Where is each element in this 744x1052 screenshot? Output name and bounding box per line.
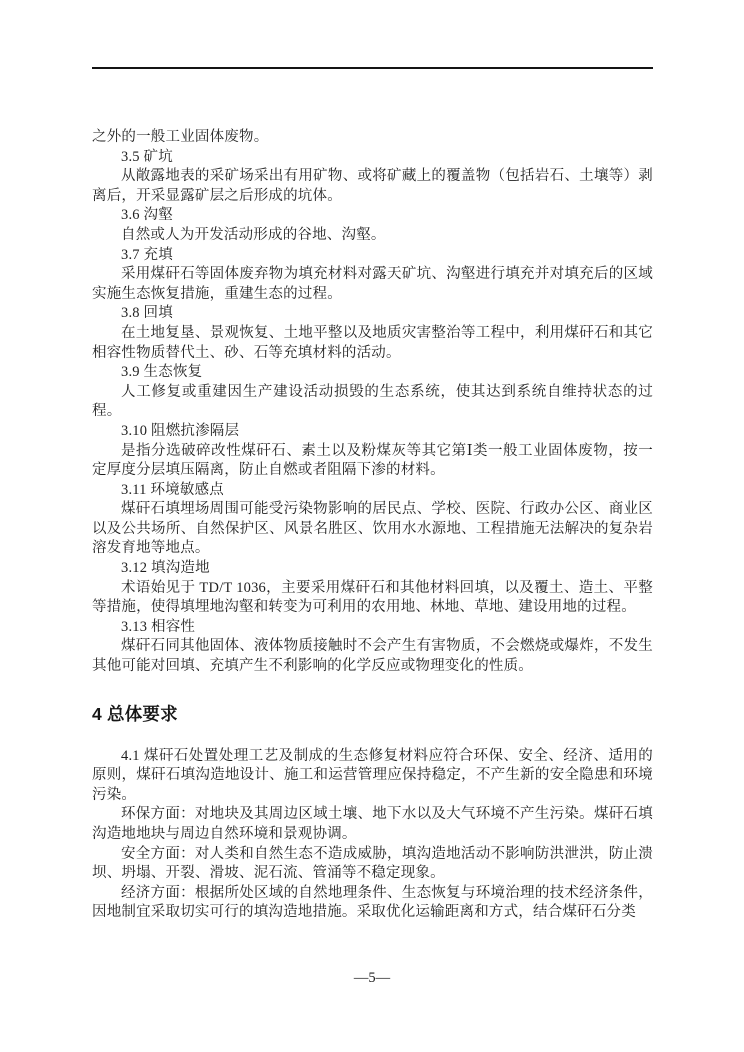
term-heading-3-9: 3.9 生态恢复 [121,364,203,381]
definition-3-10: 是指分选破碎改性煤矸石、素土以及粉煤灰等其它第Ⅰ类一般工业固体废物，按一定厚度分层填压隔离，防止自燃或者阻隔下渗的材料。 [92,442,653,479]
paragraph-safety: 安全方面：对人类和自然生态不造成威胁，填沟造地活动不影响防洪泄洪，防止溃坝、坍塌、开裂、滑坡、泥石流、管涌等不稳定现象。 [92,845,653,882]
term-heading-3-8: 3.8 回填 [121,305,173,322]
document-body [92,128,653,923]
paragraph-environment: 环保方面：对地块及其周边区域土壤、地下水以及大气环境不产生污染。煤矸石填沟造地地块与周边自然环境和景观协调。 [92,806,653,842]
term-heading-3-6: 3.6 沟壑 [121,207,173,224]
definition-3-11: 煤矸石填埋场周围可能受污染物影响的居民点、学校、医院、行政办公区、商业区以及公共场所、自然保护区、风景名胜区、饮用水水源地、工程措施无法解决的复杂岩溶发育地等地点。 [92,501,653,557]
paragraph-4-1: 4.1 煤矸石处置处理工艺及制成的生态修复材料应符合环保、安全、经济、适用的原则，煤矸石填沟造地设计、施工和运营管理应保持稳定，不产生新的安全隐患和环境污染。 [92,747,653,803]
definition-3-8: 在土地复垦、景观恢复、土地平整以及地质灾害整治等工程中，利用煤矸石和其它相容性物质替代土、砂、石等充填材料的活动。 [92,324,653,361]
paragraph-continuation: 之外的一般工业固体废物。 [92,129,269,145]
term-heading-3-12: 3.12 填沟造地 [121,560,210,577]
definition-3-9: 人工修复或重建因生产建设活动损毁的生态系统，使其达到系统自维持状态的过程。 [92,383,653,420]
definition-3-13: 煤矸石同其他固体、液体物质接触时不会产生有害物质，不会燃烧或爆炸，不发生其他可能对回填、充填产生不利影响的化学反应或物理变化的性质。 [92,638,653,675]
definition-3-7: 采用煤矸石等固体废弃物为填充材料对露天矿坑、沟壑进行填充并对填充后的区域实施生态恢复措施，重建生态的过程。 [92,266,653,302]
term-heading-3-13: 3.13 相容性 [121,618,196,635]
definition-3-6: 自然或人为开发活动形成的谷地、沟壑。 [121,226,386,243]
definition-3-5: 从敞露地表的采矿场采出有用矿物、或将矿藏上的覆盖物（包括岩石、土壤等）剥离后，开采显露矿层之后形成的坑体。 [92,168,653,204]
page-number: —5— [353,970,391,986]
header-rule [92,67,653,69]
paragraph-economy: 经济方面：根据所处区域的自然地理条件、生态恢复与环境治理的技术经济条件，因地制宜采取切实可行的填沟造地措施。采取优化运输距离和方式，结合煤矸石分类 [92,884,653,921]
term-heading-3-7: 3.7 充填 [121,246,173,263]
definition-3-12: 术语始见于 TD/T 1036，主要采用煤矸石和其他材料回填，以及覆土、造土、平整等措施，使得填埋地沟壑和转变为可利用的农用地、林地、草地、建设用地的过程。 [92,579,653,616]
term-heading-3-10: 3.10 阻燃抗渗隔层 [121,422,240,439]
section-heading-4: 4 总体要求 [92,703,178,724]
term-heading-3-5: 3.5 矿坑 [121,148,173,165]
term-heading-3-11: 3.11 环境敏感点 [121,481,224,498]
